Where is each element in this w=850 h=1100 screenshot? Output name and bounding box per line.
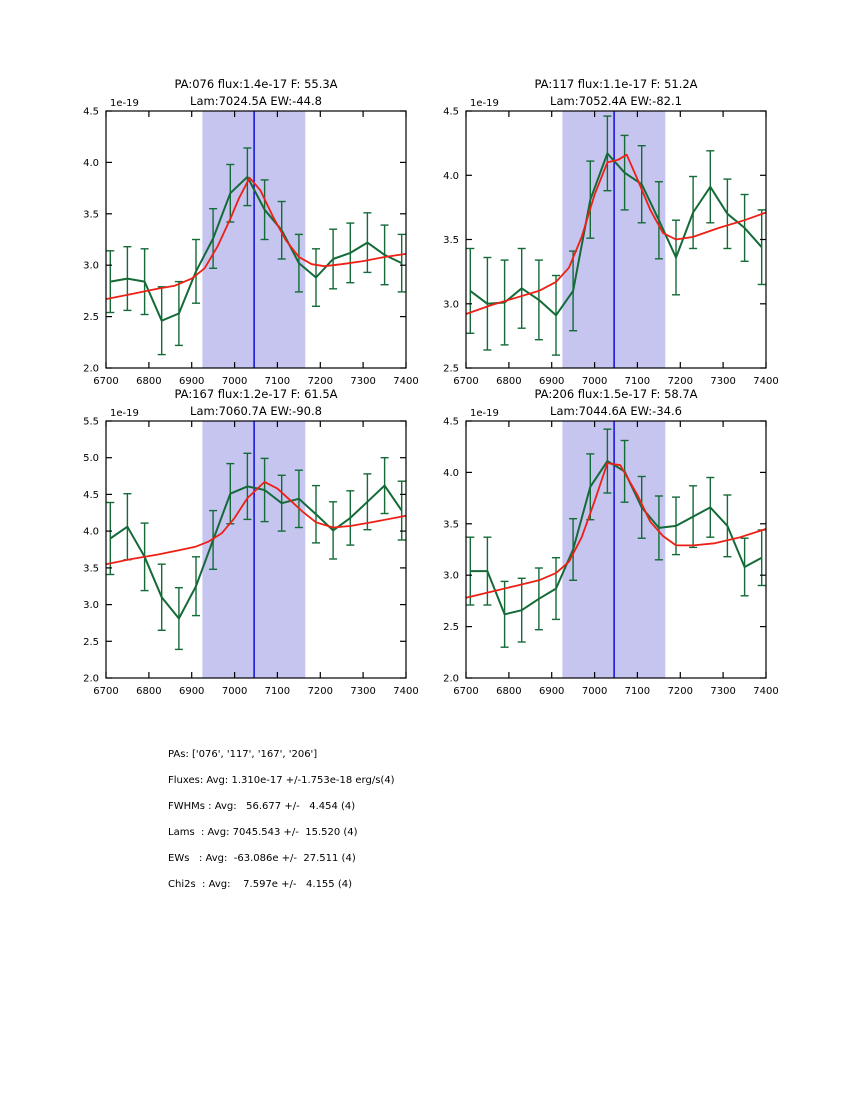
summary-line-fwhms: FWHMs : Avg: 56.677 +/- 4.454 (4) [168, 801, 356, 812]
svg-text:7200: 7200 [667, 686, 694, 697]
svg-text:3.5: 3.5 [83, 209, 99, 221]
panel-title-line2: Lam:7044.6A EW:-34.6 [550, 404, 682, 418]
svg-text:2.0: 2.0 [443, 673, 459, 685]
panel-title-line1: PA:117 flux:1.1e-17 F: 51.2A [534, 77, 698, 91]
panel-title-line1: PA:167 flux:1.2e-17 F: 61.5A [174, 387, 338, 401]
svg-text:2.5: 2.5 [83, 312, 99, 324]
svg-text:6800: 6800 [496, 376, 522, 387]
svg-text:3.5: 3.5 [443, 519, 459, 531]
svg-text:7300: 7300 [710, 376, 736, 387]
y-offset-label: 1e-19 [110, 408, 139, 419]
svg-text:3.0: 3.0 [443, 570, 459, 582]
svg-text:6800: 6800 [496, 686, 522, 697]
svg-text:7000: 7000 [221, 376, 248, 387]
svg-text:7400: 7400 [393, 376, 419, 387]
panel-title-line1: PA:076 flux:1.4e-17 F: 55.3A [174, 77, 338, 91]
svg-text:7200: 7200 [667, 376, 694, 387]
y-offset-label: 1e-19 [110, 98, 139, 109]
svg-text:4.0: 4.0 [83, 526, 99, 538]
svg-text:6900: 6900 [538, 376, 565, 387]
svg-text:4.5: 4.5 [443, 416, 459, 428]
panel-title-line1: PA:206 flux:1.5e-17 F: 58.7A [534, 387, 698, 401]
svg-text:7300: 7300 [710, 686, 736, 697]
svg-text:6700: 6700 [93, 376, 119, 387]
svg-text:4.0: 4.0 [83, 157, 99, 169]
svg-text:7200: 7200 [307, 376, 334, 387]
chart-svg [406, 370, 786, 702]
spectrum-chart-pa206 [406, 370, 786, 702]
svg-text:2.5: 2.5 [83, 636, 99, 648]
y-offset-label: 1e-19 [470, 408, 499, 419]
summary-line-chi2s: Chi2s : Avg: 7.597e +/- 4.155 (4) [168, 879, 353, 890]
svg-text:6900: 6900 [178, 686, 205, 697]
svg-text:2.5: 2.5 [443, 363, 459, 375]
svg-text:7300: 7300 [350, 376, 376, 387]
panel-title-line2: Lam:7024.5A EW:-44.8 [190, 94, 322, 108]
svg-text:2.5: 2.5 [443, 622, 459, 634]
svg-text:6700: 6700 [453, 376, 479, 387]
svg-text:3.5: 3.5 [83, 563, 99, 575]
summary-line-ews: EWs : Avg: -63.086e +/- 27.511 (4) [168, 853, 356, 864]
svg-text:7400: 7400 [393, 686, 419, 697]
svg-text:6700: 6700 [93, 686, 119, 697]
summary-line-lams: Lams : Avg: 7045.543 +/- 15.520 (4) [168, 827, 358, 838]
svg-text:4.5: 4.5 [443, 106, 459, 118]
chart-svg [46, 370, 426, 702]
panel-title-line2: Lam:7060.7A EW:-90.8 [190, 404, 322, 418]
svg-text:5.0: 5.0 [83, 453, 99, 465]
panel-title-line2: Lam:7052.4A EW:-82.1 [550, 94, 682, 108]
svg-text:7400: 7400 [753, 376, 779, 387]
subplot-pa117 [406, 60, 786, 392]
svg-text:3.0: 3.0 [83, 600, 99, 612]
svg-text:4.5: 4.5 [83, 489, 99, 501]
summary-line-fluxes: Fluxes: Avg: 1.310e-17 +/-1.753e-18 erg/s(4) [168, 775, 395, 786]
svg-text:6800: 6800 [136, 686, 162, 697]
svg-text:2.0: 2.0 [83, 363, 99, 375]
svg-text:6900: 6900 [538, 686, 565, 697]
subplot-pa076 [46, 60, 426, 392]
svg-text:6800: 6800 [136, 376, 162, 387]
svg-text:7100: 7100 [264, 686, 291, 697]
svg-text:7000: 7000 [221, 686, 248, 697]
summary-line-pas: PAs: ['076', '117', '167', '206'] [168, 749, 318, 760]
svg-text:7000: 7000 [581, 376, 608, 387]
chart-svg [406, 60, 786, 392]
spectrum-chart-pa117 [406, 60, 786, 392]
svg-text:6900: 6900 [178, 376, 205, 387]
fit-summary-block [168, 742, 395, 898]
chart-svg [46, 60, 426, 392]
svg-text:7100: 7100 [264, 376, 291, 387]
svg-text:4.0: 4.0 [443, 170, 459, 182]
svg-text:2.0: 2.0 [83, 673, 99, 685]
svg-text:7100: 7100 [624, 376, 651, 387]
svg-text:7000: 7000 [581, 686, 608, 697]
svg-text:7300: 7300 [350, 686, 376, 697]
spectrum-chart-pa167 [46, 370, 426, 702]
svg-text:5.5: 5.5 [83, 416, 99, 428]
svg-text:7400: 7400 [753, 686, 779, 697]
svg-text:4.5: 4.5 [83, 106, 99, 118]
y-offset-label: 1e-19 [470, 98, 499, 109]
spectrum-chart-pa076 [46, 60, 426, 392]
svg-text:6700: 6700 [453, 686, 479, 697]
svg-text:3.5: 3.5 [443, 235, 459, 246]
svg-text:7100: 7100 [624, 686, 651, 697]
subplot-pa167 [46, 370, 426, 702]
svg-text:4.0: 4.0 [443, 467, 459, 479]
subplot-pa206 [406, 370, 786, 702]
svg-text:3.0: 3.0 [83, 260, 99, 272]
svg-text:7200: 7200 [307, 686, 334, 697]
svg-text:3.0: 3.0 [443, 299, 459, 311]
